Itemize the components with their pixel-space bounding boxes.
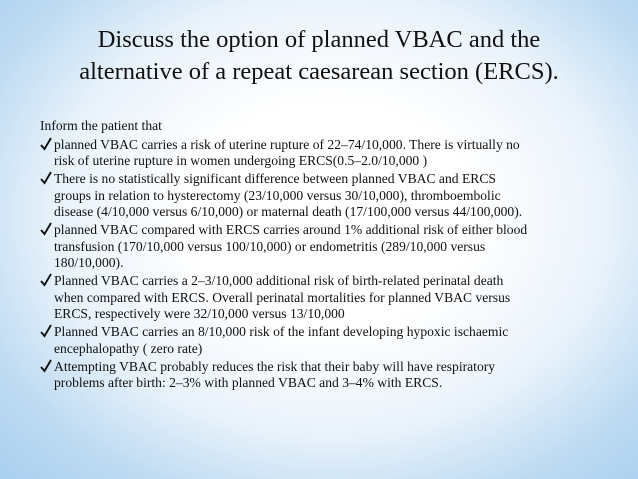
slide-title-line: alternative of a repeat caesarean section (ERCS). [79,58,559,85]
bullet-text-line: 180/10,000). [54,255,124,270]
checkmark-icon [40,136,52,152]
checkmark-icon [40,272,52,288]
bullet-text-line: There is no statistically significant difference between planned VBAC and ERCS [54,171,496,186]
bullet-list [40,137,630,392]
bullet-item [40,359,630,392]
bullet-text-line: when compared with ERCS. Overall perinatal mortalities for planned VBAC versus [54,289,511,305]
bullet-text-line: Planned VBAC carries a 2–3/10,000 additional risk of birth-related perinatal death [54,273,504,288]
checkmark-icon [40,170,52,186]
bullet-text-line: encephalopathy ( zero rate) [54,340,203,356]
bullet-item [40,171,630,221]
intro-text: Inform the patient that [40,118,162,133]
bullet-item [40,222,630,272]
bullet-text-line: planned VBAC carries a risk of uterine rupture of 22–74/10,000. There is virtually no [54,136,520,152]
bullet-text-line: Planned VBAC carries an 8/10,000 risk of the infant developing hypoxic ischaemic [54,324,509,339]
bullet-item [40,273,630,323]
bullet-item [40,324,630,357]
bullet-text-line: groups in relation to hysterectomy (23/10,000 versus 30/10,000), thromboembolic [54,187,501,203]
checkmark-icon [40,221,52,237]
bullet-text-line: Attempting VBAC probably reduces the risk that their baby will have respiratory [54,358,496,374]
slide-body [40,118,630,393]
bullet-text-line: risk of uterine rupture in women undergoing ERCS(0.5–2.0/10,000 ) [54,153,428,168]
slide-title-line: Discuss the option of planned VBAC and the [97,26,541,53]
bullet-item [40,137,630,170]
checkmark-icon [40,323,52,339]
bullet-text-line: planned VBAC compared with ERCS carries around 1% additional risk of either blood [54,222,528,237]
bullet-text-line: transfusion (170/10,000 versus 100/10,000) or endometritis (289/10,000 versus [54,238,486,254]
checkmark-icon [40,358,52,374]
bullet-text-line: ERCS, respectively were 32/10,000 versus 13/10,000 [54,306,345,321]
slide-title [22,24,616,88]
bullet-text-line: problems after birth: 2–3% with planned VBAC and 3–4% with ERCS. [54,375,443,390]
bullet-text-line: disease (4/10,000 versus 6/10,000) or maternal death (17/100,000 versus 44/100,000). [54,204,523,219]
